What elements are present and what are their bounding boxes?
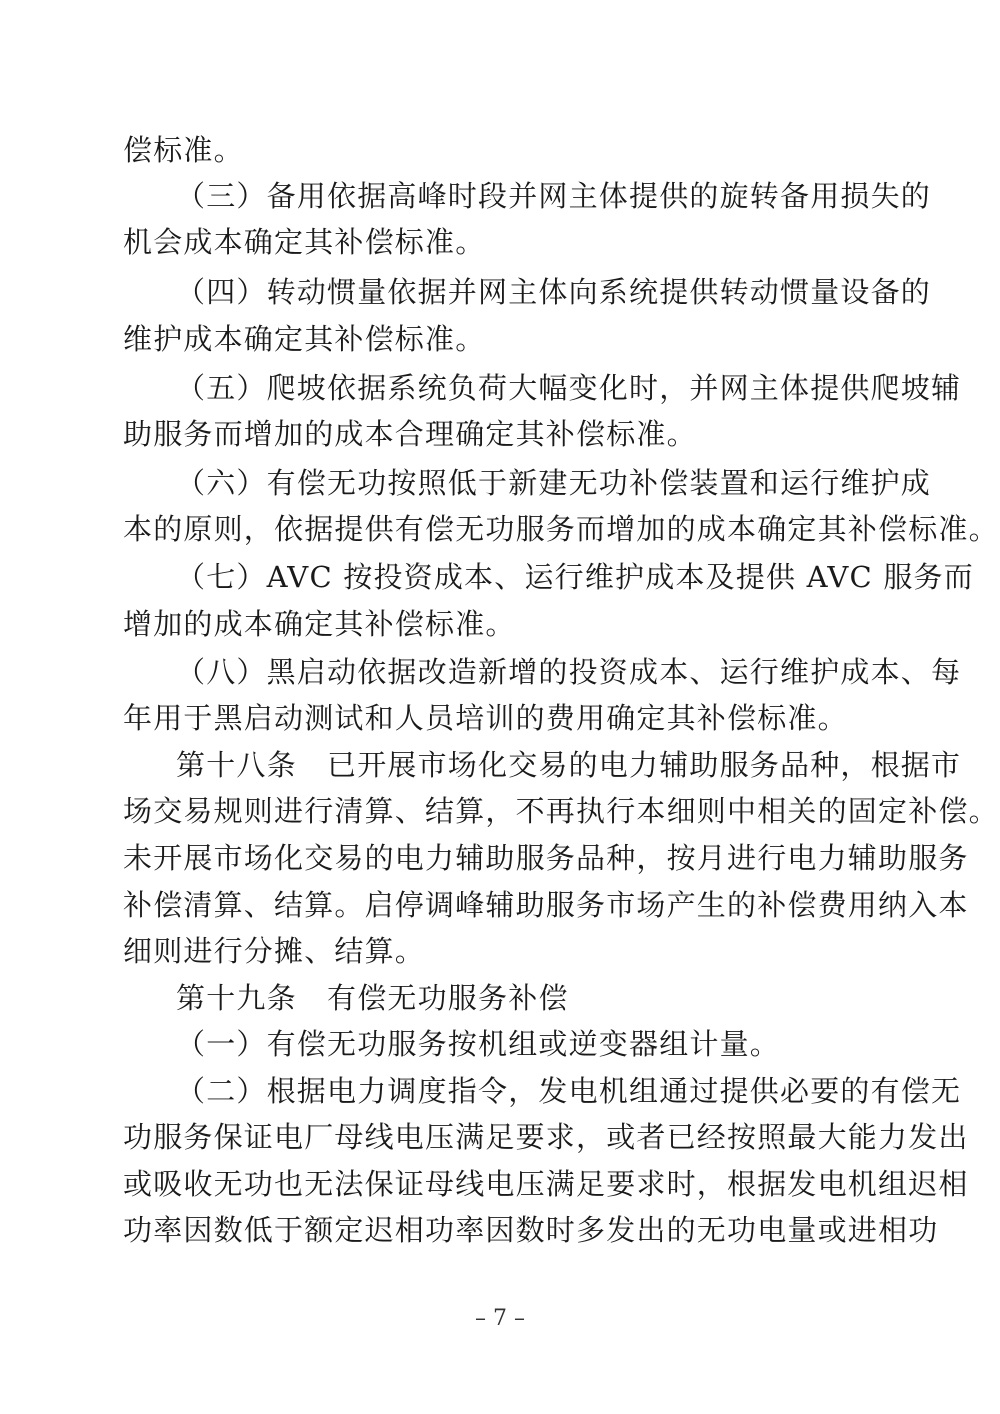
text-line: 第十八条 已开展市场化交易的电力辅助服务品种，根据市 [176, 748, 962, 782]
text-line: 助服务而增加的成本合理确定其补偿标准。 [123, 417, 697, 451]
text-line: 功率因数低于额定迟相功率因数时多发出的无功电量或进相功 [123, 1213, 939, 1247]
text-line: 年用于黑启动测试和人员培训的费用确定其补偿标准。 [123, 701, 848, 735]
text-line: 细则进行分摊、结算。 [123, 934, 426, 968]
text-line: 机会成本确定其补偿标准。 [123, 225, 486, 259]
page-number: – 7 – [475, 1306, 525, 1331]
text-line: （六）有偿无功按照低于新建无功补偿装置和运行维护成 [176, 466, 932, 500]
text-line: 本的原则，依据提供有偿无功服务而增加的成本确定其补偿标准。 [123, 512, 999, 546]
text-line: （七）AVC 按投资成本、运行维护成本及提供 AVC 服务而 [176, 560, 974, 594]
text-line: （四）转动惯量依据并网主体向系统提供转动惯量设备的 [176, 275, 932, 309]
text-line: （二）根据电力调度指令，发电机组通过提供必要的有偿无 [176, 1074, 962, 1108]
text-line: 维护成本确定其补偿标准。 [123, 322, 486, 356]
text-line: 场交易规则进行清算、结算，不再执行本细则中相关的固定补偿。 [123, 794, 999, 828]
text-line: 功服务保证电厂母线电压满足要求，或者已经按照最大能力发出 [123, 1120, 969, 1154]
text-line: （五）爬坡依据系统负荷大幅变化时，并网主体提供爬坡辅 [176, 371, 962, 405]
text-line: 偿标准。 [123, 133, 244, 167]
text-line: （三）备用依据高峰时段并网主体提供的旋转备用损失的 [176, 179, 932, 213]
text-line: 增加的成本确定其补偿标准。 [123, 607, 516, 641]
text-line: 第十九条 有偿无功服务补偿 [176, 981, 569, 1015]
text-line: 未开展市场化交易的电力辅助服务品种，按月进行电力辅助服务 [123, 841, 969, 875]
text-line: 补偿清算、结算。启停调峰辅助服务市场产生的补偿费用纳入本 [123, 888, 969, 922]
text-line: 或吸收无功也无法保证母线电压满足要求时，根据发电机组迟相 [123, 1167, 969, 1201]
text-line: （八）黑启动依据改造新增的投资成本、运行维护成本、每 [176, 655, 962, 689]
text-line: （一）有偿无功服务按机组或逆变器组计量。 [176, 1027, 781, 1061]
